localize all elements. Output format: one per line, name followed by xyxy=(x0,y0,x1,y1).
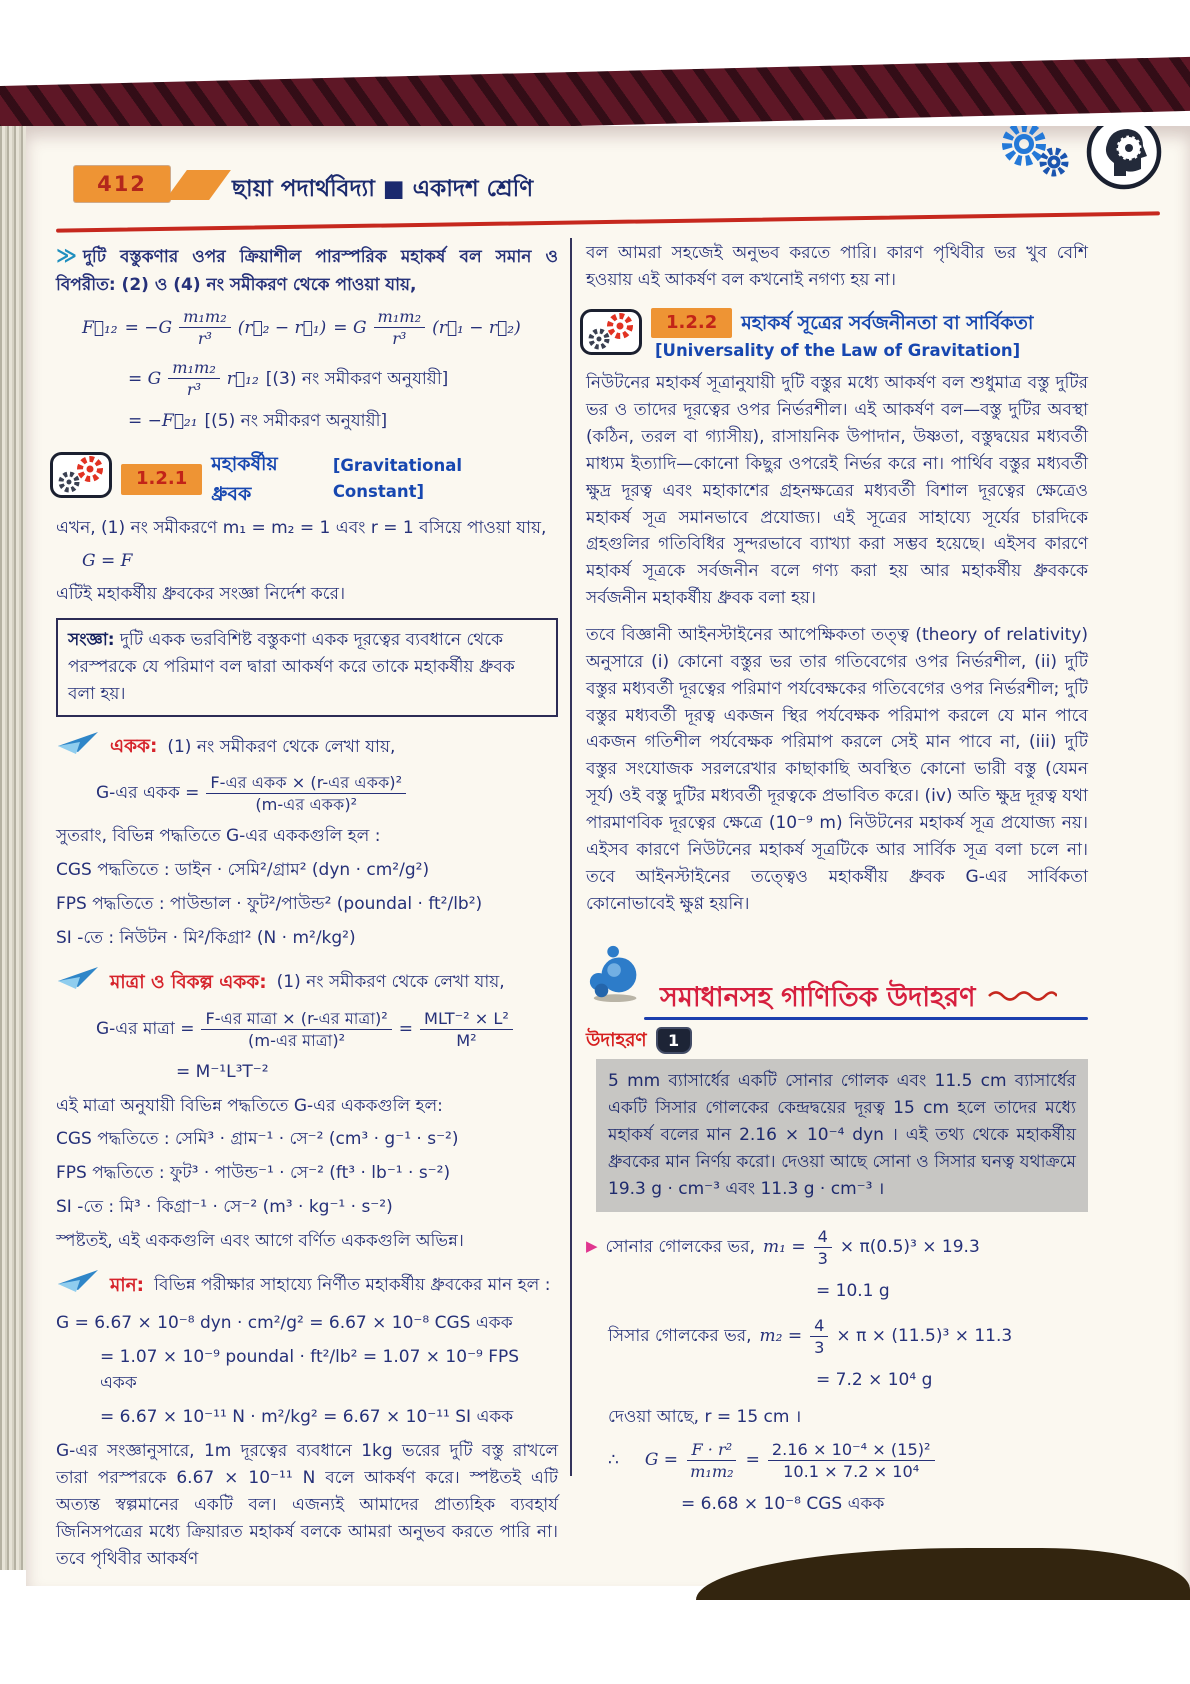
example-label: উদাহরণ xyxy=(586,1030,647,1052)
equation-3-ref xyxy=(128,357,558,400)
section-subtitle-en: [Universality of the Law of Gravitation] xyxy=(655,341,1021,361)
eq2-vector: r⃗₁₂ xyxy=(226,368,259,389)
frac-numerator: m₁m₂ xyxy=(168,357,220,379)
book-page xyxy=(26,126,1190,1586)
eq1-op2: = G xyxy=(333,317,367,338)
definition-box xyxy=(56,618,558,717)
unit-so-line: সুতরাং, বিভিন্ন পদ্ধতিতে G-এর এককগুলি হল : xyxy=(56,826,381,847)
sol2-tail: × π × (11.5)³ × 11.3 xyxy=(836,1325,1013,1346)
eq1-op1: = −G xyxy=(124,317,173,338)
example-1-heading xyxy=(586,1026,1088,1055)
g-lhs: G = xyxy=(644,1450,679,1471)
examples-header-underline xyxy=(644,1017,1088,1020)
header-flag-shape xyxy=(165,170,231,200)
eq3-text: = −F⃗₂₁ xyxy=(128,411,198,432)
universality-paragraph-1: নিউটনের মহাকর্ষ সূত্রানুযায়ী দুটি বস্তুর মধ্যে আকর্ষণ বল শুধুমাত্র বস্তু দুটির ভর ও তাদের দূরত্বের ওপর নির্ভরশীল। এই আকর্ষণ বল—বস্তু দুটির অবস্থা (কঠিন, তরল বা গ্যাসীয়), রাসায়নিক উপাদান, উষ্ণতা, বস্তুদ্বয়ের মধ্যবর্তী মাধ্যম ইত্যাদি—কোনো কিছুর ওপরেই নির্ভর করে না। পার্থিব বস্তুর মধ্যবর্তী ক্ষুদ্র দূরত্ব এবং মহাকাশের গ্রহনক্ষত্রের মধ্যবর্তী বিশাল দূরত্বের ক্ষেত্রেও মহাকর্ষ সূত্র সমানভাবে প্রযোজ্য। এই সূত্রের সাহায্যে সূর্যের চারদিকে গ্রহগুলির গতিবিধির সুন্দরভাবে ব্যাখ্যা করা সম্ভব হয়েছে। এইসব কারণে মহাকর্ষ সূত্রকে সর্বজনীন বলে গণ্য করা হয় আর মহাকর্ষীয় ধ্রুবককে সর্বজনীন মহাকর্ষীয় ধ্রুবক বলা হয়। xyxy=(586,373,1088,609)
eq3-note: [(5) নং সমীকরণ অনুযায়ী] xyxy=(204,411,388,432)
solution-line-1 xyxy=(586,1226,1088,1269)
equation-5-ref xyxy=(128,408,558,435)
dimension-equation xyxy=(96,1008,558,1051)
dim-si-line: SI -তে : মি³ · কিগ্রা⁻¹ · সে⁻² (m³ · kg⁻¹ · s⁻²) xyxy=(56,1197,393,1218)
frac-denominator: M² xyxy=(456,1030,477,1050)
dimension-result: = M⁻¹L³T⁻² xyxy=(176,1061,269,1082)
solution-marker-icon: ▶ xyxy=(586,1237,598,1256)
frac-denominator: 10.1 × 7.2 × 10⁴ xyxy=(783,1462,920,1482)
double-arrow-bullet: ≫ xyxy=(56,243,77,267)
definition-intro: এটিই মহাকর্ষীয় ধ্রুবকের সংজ্ঞা নির্দেশ করে। xyxy=(56,584,346,605)
dim-note-line: স্পষ্টতই, এই এককগুলি এবং আগে বর্ণিত এককগুলি অভিন্ন। xyxy=(56,1230,464,1251)
gear-badge-icon xyxy=(50,452,112,507)
equation-f12 xyxy=(82,306,558,349)
section-heading-121 xyxy=(50,449,558,509)
page-edge-strip xyxy=(0,126,26,1570)
paper-plane-icon xyxy=(56,730,100,765)
fraction xyxy=(814,1226,832,1269)
value-intro: বিভিন্ন পরীক্ষার সাহায্যে নির্ণীত মহাকর্ষীয় ধ্রুবকের মান হল : xyxy=(154,1274,551,1295)
section-subtitle-en: [Gravitational Constant] xyxy=(332,456,463,502)
frac-denominator: r³ xyxy=(186,380,202,400)
eq1-mid: (r⃗₂ − r⃗₁) xyxy=(237,317,327,338)
section-number-badge: 1.2.2 xyxy=(651,308,732,338)
unit-label: একক: xyxy=(110,736,158,758)
frac-denominator: r³ xyxy=(392,329,407,349)
unit-intro: (1) নং সমীকরণ থেকে লেখা যায়, xyxy=(167,736,396,757)
corner-icons xyxy=(990,126,1166,198)
frac-denominator: m₁m₂ xyxy=(690,1462,734,1482)
frac-denominator: (m-এর একক)² xyxy=(255,795,358,815)
unit-fps-line: FPS পদ্ধতিতে : পাউন্ডাল · ফুট²/পাউন্ড² (poundal · ft²/lb²) xyxy=(56,894,483,915)
therefore-symbol: ∴ xyxy=(608,1450,619,1471)
given-line: দেওয়া আছে, r = 15 cm । xyxy=(608,1406,802,1427)
sol1-var: m₁ = xyxy=(762,1236,806,1257)
closing-paragraph: G-এর সংজ্ঞানুসারে, 1m দূরত্বের ব্যবধানে 1kg ভরের দুটি বস্তু রাখলে তারা পরস্পরকে 6.67 × 10⁻¹¹ N বলে আকর্ষণ করে। স্পষ্টতই এটি অত্যন্ত স্বল্পমানের একটি বল। এজন্যই আমাদের প্রাত্যহিক ব্যবহার্য জিনিসপত্রের মধ্যে ক্রিয়ারত মহাকর্ষ বলকে আমরা অনুভব করতে পারি না। তবে পৃথিবীর আকর্ষণ xyxy=(56,1441,558,1569)
frac-numerator: m₁m₂ xyxy=(374,306,426,328)
g-result-line: = 6.68 × 10⁻⁸ CGS একক xyxy=(681,1494,885,1515)
g-equals-f: G = F xyxy=(82,551,133,572)
fraction xyxy=(206,772,406,815)
left-column xyxy=(56,240,558,1572)
gears-icon xyxy=(990,126,1082,190)
fraction xyxy=(420,1008,513,1051)
fraction xyxy=(686,1439,738,1482)
dimension-label: মাত্রা ও বিকল্প একক: xyxy=(110,971,267,993)
g-value-cgs: G = 6.67 × 10⁻⁸ dyn · cm²/g² = 6.67 × 10⁻⁸ CGS একক xyxy=(56,1312,513,1333)
eq1-tail: (r⃗₁ − r⃗₂) xyxy=(432,317,521,338)
solution-line-2 xyxy=(608,1315,1088,1358)
sol1-label: সোনার গোলকের ভর, xyxy=(605,1236,755,1257)
example-1-problem: 5 mm ব্যাসার্ধের একটি সোনার গোলক এবং 11.5 cm ব্যাসার্ধের একটি সিসার গোলকের কেন্দ্রদ্বয়ের দূরত্ব 15 cm হলে তাদের মধ্যে মহাকর্ষ বলের মান 2.16 × 10⁻⁴ dyn । এই তথ্য থেকে মহাকর্ষীয় ধ্রুবকের মান নির্ণয় করো। দেওয়া আছে সোনা ও সিসার ঘনত্ব যথাক্রমে 19.3 g · cm⁻³ এবং 11.3 g · cm⁻³ । xyxy=(596,1059,1088,1211)
examples-header xyxy=(586,941,1088,1012)
squiggle-icon xyxy=(987,985,1057,1012)
section-heading-122 xyxy=(580,308,1088,365)
example-number-badge: 1 xyxy=(656,1027,692,1054)
continued-paragraph: বল আমরা সহজেই অনুভব করতে পারি। কারণ পৃথিবীর ভর খুব বেশি হওয়ায় এই আকর্ষণ বল কখনোই নগণ্য হয় না। xyxy=(586,243,1088,290)
page-title: ছায়া পদার্থবিদ্যা ■ একাদশ শ্রেণি xyxy=(232,176,534,202)
gear-badge-icon xyxy=(580,309,642,364)
unit-si-line: SI -তে : নিউটন · মি²/কিগ্রা² (N · m²/kg²) xyxy=(56,927,356,948)
thinking-head-icon xyxy=(1082,126,1166,198)
frac-denominator: 3 xyxy=(817,1248,828,1268)
frac-numerator: m₁m₂ xyxy=(179,306,231,328)
dimension-section-row xyxy=(56,965,558,1000)
header-rule xyxy=(56,211,1160,232)
frac-denominator: (m-এর মাত্রা)² xyxy=(248,1030,346,1050)
value-label: মান: xyxy=(110,1274,145,1296)
fraction xyxy=(810,1315,828,1358)
frac-denominator: 3 xyxy=(814,1337,825,1357)
column-divider xyxy=(570,238,572,1476)
unit-section-row xyxy=(56,730,558,765)
unit-cgs-line: CGS পদ্ধতিতে : ডাইন · সেমি²/গ্রাম² (dyn · cm²/g²) xyxy=(56,860,430,881)
dim-eq-lhs: G-এর মাত্রা = xyxy=(96,1018,195,1039)
dim-eq-equals: = xyxy=(398,1018,414,1039)
page-number: 412 xyxy=(97,172,147,196)
frac-numerator: F · r² xyxy=(687,1439,736,1461)
dim-fps-line: FPS পদ্ধতিতে : ফুট³ · পাউন্ড⁻¹ · সে⁻² (ft³ · lb⁻¹ · s⁻²) xyxy=(56,1163,451,1184)
value-section-row xyxy=(56,1268,558,1303)
g-value-fps: = 1.07 × 10⁻⁹ poundal · ft²/lb² = 1.07 × 10⁻⁹ FPS একক xyxy=(100,1346,520,1394)
frac-numerator: F-এর মাত্রা × (r-এর মাত্রা)² xyxy=(201,1008,391,1030)
fraction xyxy=(168,357,220,400)
unit-eq-lhs: G-এর একক = xyxy=(96,783,200,804)
fraction xyxy=(374,306,426,349)
eq1-lhs: F⃗₁₂ xyxy=(82,317,118,338)
section-title: মহাকর্ষীয় ধ্রুবক xyxy=(211,453,278,506)
section-number-badge: 1.2.1 xyxy=(121,464,202,494)
sol2-var: m₂ = xyxy=(759,1325,803,1346)
intro-paragraph xyxy=(56,240,558,298)
unit-equation xyxy=(96,772,558,815)
examples-header-text: সমাধানসহ গাণিতিক উদাহরণ xyxy=(660,981,976,1013)
right-column xyxy=(586,240,1088,1518)
g-value-si: = 6.67 × 10⁻¹¹ N · m²/kg² = 6.67 × 10⁻¹¹ SI একক xyxy=(100,1407,514,1428)
page-number-badge xyxy=(74,166,170,202)
frac-numerator: 4 xyxy=(810,1315,828,1337)
paper-plane-icon xyxy=(56,965,100,1000)
universality-paragraph-2: তবে বিজ্ঞানী আইনস্টাইনের আপেক্ষিকতা তত্ত্ব (theory of relativity) অনুসারে (i) কোনো বস্তুর ভর তার গতিবেগের ওপর নির্ভরশীল, (ii) দুটি বস্তুর মধ্যবর্তী দূরত্বের পরিমাণ পর্যবেক্ষকের গতিবেগের ওপর নির্ভরশীল; দুটি বস্তুর মধ্যবর্তী দূরত্ব একজন স্থির পর্যবেক্ষক পরিমাপ করলে যে মান পাবে একজন গতিশীল পর্যবেক্ষক পরিমাপ করলে সেই মান পাবে না, (iii) দুটি বস্তুর সংযোজক সরলরেখার কাছাকাছি অবস্থিত কোনো ভারী বস্তু (যেমন সূর্য) ওই বস্তু দুটির মধ্যবর্তী দূরত্বকে প্রভাবিত করে। (iv) অতি ক্ষুদ্র দূরত্ব যথা পারমাণবিক দূরত্বের ক্ষেত্রে (10⁻⁹ m) নিউটনের মহাকর্ষ সূত্র প্রযোজ্য নয়। এইসব কারণে নিউটনের মহাকর্ষ সূত্রটিকে আর সার্বিক সূত্র বলা চলে না। তবে আইনস্টাইনের তত্ত্বেও মহাকর্ষীয় ধ্রুবক G-এর সার্বিকতা কোনোভাবেই ক্ষুণ্ণ হয়নি। xyxy=(586,624,1088,914)
dimension-intro: (1) নং সমীকরণ থেকে লেখা যায়, xyxy=(276,971,505,992)
frac-numerator: 2.16 × 10⁻⁴ × (15)² xyxy=(768,1439,935,1461)
eq2-note: [(3) নং সমীকরণ অনুযায়ী] xyxy=(265,368,449,389)
g-calculation-line xyxy=(608,1439,1088,1482)
molecule-icon xyxy=(586,941,648,1012)
now-line: এখন, (1) নং সমীকরণে m₁ = m₂ = 1 এবং r = 1 বসিয়ে পাওয়া যায়, xyxy=(56,518,547,539)
sol2-label: সিসার গোলকের ভর, xyxy=(608,1325,752,1346)
sol1-tail: × π(0.5)³ × 19.3 xyxy=(839,1236,980,1257)
frac-denominator: r³ xyxy=(197,329,212,349)
dimension-per-line: এই মাত্রা অনুযায়ী বিভিন্ন পদ্ধতিতে G-এর এককগুলি হল: xyxy=(56,1095,443,1116)
fraction xyxy=(201,1008,391,1051)
frac-numerator: MLT⁻² × L² xyxy=(420,1008,513,1030)
eq2-op: = G xyxy=(128,368,162,389)
definition-label: সংজ্ঞা: xyxy=(68,629,115,650)
solution-line-1-result: = 10.1 g xyxy=(816,1280,890,1301)
fraction xyxy=(768,1439,935,1482)
section-title: মহাকর্ষ সূত্রের সর্বজনীনতা বা সার্বিকতা xyxy=(741,311,1034,334)
dim-cgs-line: CGS পদ্ধতিতে : সেমি³ · গ্রাম⁻¹ · সে⁻² (cm³ · g⁻¹ · s⁻²) xyxy=(56,1129,459,1150)
frac-numerator: F-এর একক × (r-এর একক)² xyxy=(206,772,406,794)
paper-plane-icon xyxy=(56,1268,100,1303)
intro-text: দুটি বস্তুকণার ওপর ক্রিয়াশীল পারস্পরিক মহাকর্ষ বল সমান ও বিপরীত: (2) ও (4) নং সমীকরণ থেকে পাওয়া যায়, xyxy=(56,247,558,295)
g-eq: = xyxy=(745,1450,760,1471)
fraction xyxy=(179,306,231,349)
frac-numerator: 4 xyxy=(814,1226,832,1248)
solution-line-2-result: = 7.2 × 10⁴ g xyxy=(816,1369,933,1390)
definition-text: দুটি একক ভরবিশিষ্ট বস্তুকণা একক দূরত্বের ব্যবধানে থেকে পরস্পরকে যে পরিমাণ বল দ্বারা আকর্ষণ করে তাকে মহাকর্ষীয় ধ্রুবক বলা হয়। xyxy=(68,629,515,704)
